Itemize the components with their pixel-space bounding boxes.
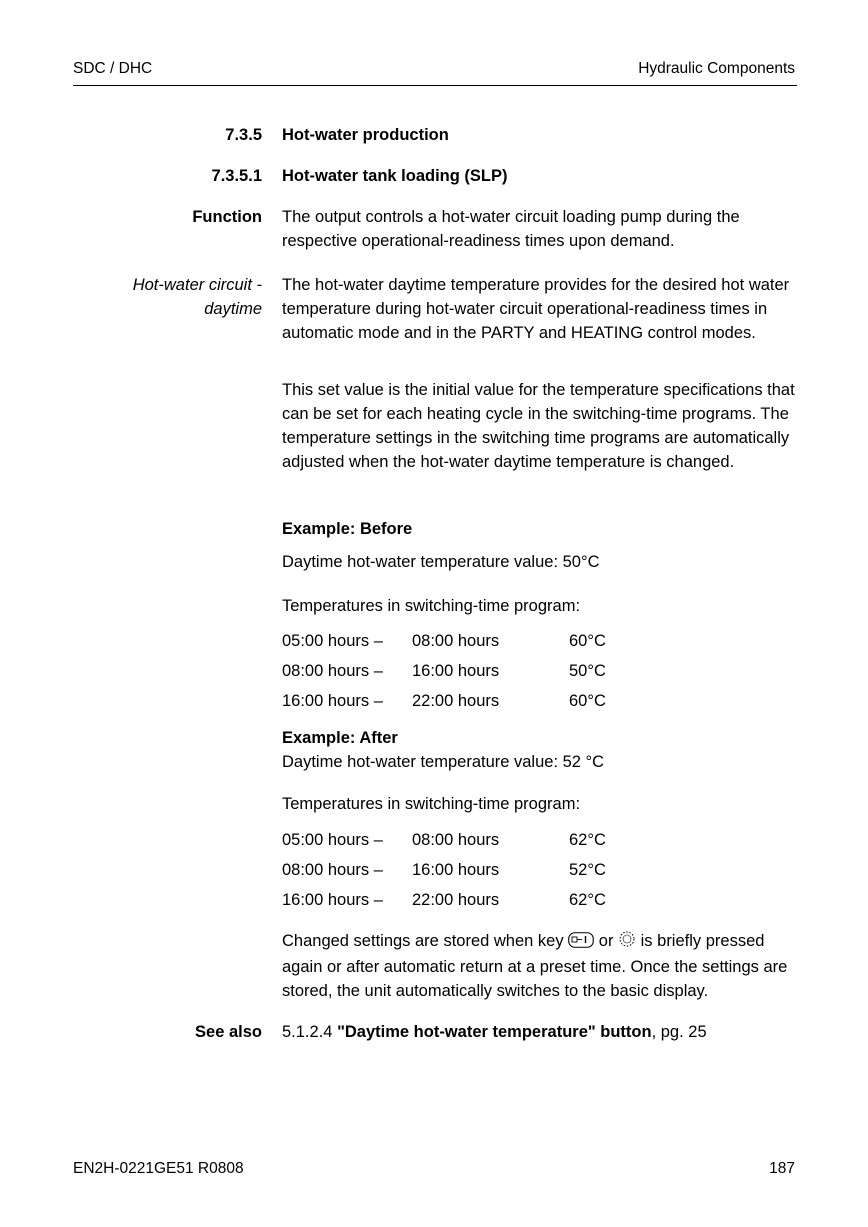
row-start: 08:00 hours – bbox=[282, 861, 383, 879]
example-before-heading: Example: Before bbox=[282, 520, 413, 538]
header-left: SDC / DHC bbox=[73, 60, 153, 77]
row-temp: 52°C bbox=[569, 861, 606, 879]
see-also-reference bbox=[282, 1020, 797, 1044]
subsection-number: 7.3.5.1 bbox=[211, 167, 262, 185]
section-title: Hot-water production bbox=[282, 126, 449, 144]
row-end: 22:00 hours bbox=[412, 891, 500, 909]
row-temp: 62°C bbox=[569, 831, 606, 849]
see-also-link[interactable]: "Daytime hot-water temperature" button bbox=[337, 1023, 652, 1041]
example-after-value: Daytime hot-water temperature value: 52 °C bbox=[282, 753, 605, 771]
function-text: The output controls a hot-water circuit loading pump during the respective operational-readiness times upon demand. bbox=[282, 208, 740, 250]
table-row bbox=[282, 689, 682, 713]
row-start: 16:00 hours – bbox=[282, 692, 383, 710]
table-row bbox=[282, 828, 682, 852]
changed-settings-paragraph bbox=[282, 929, 797, 1003]
hot-water-key-icon bbox=[568, 931, 594, 955]
row-temp: 50°C bbox=[569, 662, 606, 680]
row-end: 16:00 hours bbox=[412, 662, 500, 680]
footer-doc-id: EN2H-0221GE51 R0808 bbox=[73, 1160, 244, 1177]
example-before-program-heading: Temperatures in switching-time program: bbox=[282, 597, 581, 615]
table-row bbox=[282, 858, 682, 882]
rotary-knob-icon bbox=[618, 930, 636, 955]
see-also-number: 5.1.2.4 bbox=[282, 1023, 333, 1041]
daytime-label-line1: Hot-water circuit - bbox=[132, 276, 262, 294]
row-end: 08:00 hours bbox=[412, 831, 500, 849]
table-row bbox=[282, 659, 682, 683]
row-start: 08:00 hours – bbox=[282, 662, 383, 680]
function-label: Function bbox=[192, 208, 262, 226]
example-after-heading: Example: After bbox=[282, 729, 398, 747]
row-start: 05:00 hours – bbox=[282, 632, 383, 650]
changed-text-rest: again or after automatic return at a preset time. Once the settings are stored, the unit automatically switches to the basic display. bbox=[282, 958, 788, 1000]
changed-text-part1: Changed settings are stored when key bbox=[282, 932, 564, 950]
daytime-label-line2: daytime bbox=[204, 300, 262, 318]
section-number: 7.3.5 bbox=[225, 126, 262, 144]
see-also-label: See also bbox=[195, 1023, 262, 1041]
row-start: 16:00 hours – bbox=[282, 891, 383, 909]
row-temp: 60°C bbox=[569, 632, 606, 650]
daytime-paragraph-2: This set value is the initial value for the temperature specifications that can be set for each heating cycle in the switching-time programs. The temperature settings in the switching time programs are automatically adjusted when the hot-water daytime temperature is changed. bbox=[282, 381, 795, 471]
daytime-paragraph-1: The hot-water daytime temperature provides for the desired hot water temperature during hot-water circuit operational-readiness times in automatic mode and in the PARTY and HEATING control modes. bbox=[282, 276, 790, 342]
example-before-value: Daytime hot-water temperature value: 50°C bbox=[282, 553, 600, 571]
table-row bbox=[282, 888, 682, 912]
header-right: Hydraulic Components bbox=[638, 60, 795, 77]
changed-text-part3: is briefly pressed bbox=[640, 932, 765, 950]
table-row bbox=[282, 629, 682, 653]
row-temp: 62°C bbox=[569, 891, 606, 909]
page-number: 187 bbox=[769, 1160, 795, 1177]
row-start: 05:00 hours – bbox=[282, 831, 383, 849]
row-end: 22:00 hours bbox=[412, 692, 500, 710]
row-end: 16:00 hours bbox=[412, 861, 500, 879]
example-after-program-heading: Temperatures in switching-time program: bbox=[282, 795, 581, 813]
subsection-title: Hot-water tank loading (SLP) bbox=[282, 167, 508, 185]
changed-text-part2: or bbox=[598, 932, 614, 950]
see-also-page: , pg. 25 bbox=[651, 1023, 707, 1041]
row-end: 08:00 hours bbox=[412, 632, 500, 650]
header-divider bbox=[73, 85, 797, 86]
row-temp: 60°C bbox=[569, 692, 606, 710]
